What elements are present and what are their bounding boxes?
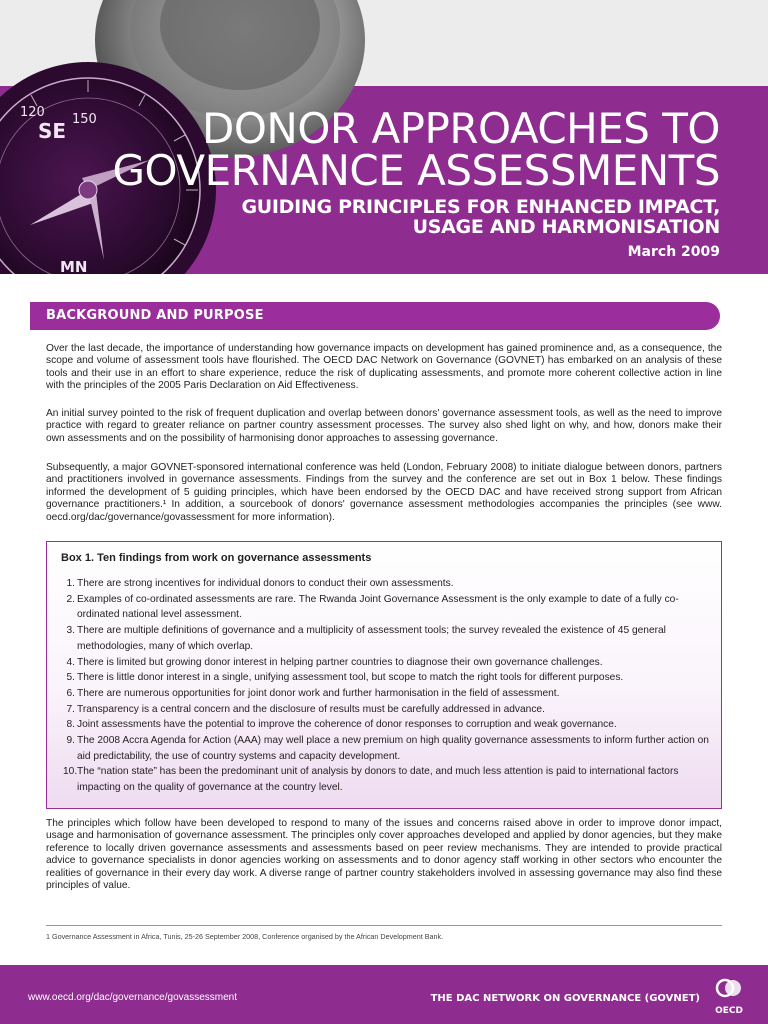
item-number: 10.	[63, 766, 78, 778]
item-text: Examples of co-ordinated assessments are rare. The Rwanda Joint Governance Assessment is the only example to date of a fully co-ordinated national level assessment.	[77, 593, 679, 621]
list-item	[63, 670, 713, 686]
list-item	[63, 733, 713, 764]
title-line: DONOR APPROACHES TO	[202, 104, 720, 153]
item-text: There is little donor interest in a single, unifying assessment tool, but scope to match the right tools for different purposes.	[77, 672, 624, 684]
list-item	[63, 764, 713, 795]
item-number: 9.	[66, 735, 75, 747]
footnote: 1 Governance Assessment in Africa, Tunis, 25-26 September 2008, Conference organised by the African Development Bank.	[46, 932, 444, 941]
section-heading-bar	[30, 302, 720, 330]
list-item	[63, 655, 713, 671]
item-number: 8.	[66, 719, 75, 731]
document-title	[112, 104, 720, 195]
paragraph: The principles which follow have been developed to respond to many of the issues and concerns raised above in order to improve donor impact, usage and harmonisation of governance assessment. The principles only cover approaches developed and applied by donor agencies, but they make reference to locally driven governance assessments and assessments based on peer review mechanisms. They are intended to provide practical advice to governance specialists in donor agencies working on assessments and to donor agency staff working in other sectors who encounter the realities of governance in their every day work. A diverse range of partner country stakeholders involved in assessing governance may also find these principles of value.	[46, 818, 722, 892]
list-item	[63, 702, 713, 718]
footer-network-name: THE DAC NETWORK ON GOVERNANCE (GOVNET)	[430, 993, 700, 1004]
item-text: The 2008 Accra Agenda for Action (AAA) may well place a new premium on high quality governance assessments to inform further action on aid predictability, the use of country systems and capacity development.	[77, 735, 709, 762]
box-title: Box 1. Ten findings from work on governance assessments	[61, 552, 372, 564]
list-item	[63, 576, 713, 592]
item-number: 2.	[66, 593, 75, 605]
section-heading: BACKGROUND AND PURPOSE	[46, 308, 264, 323]
findings-box	[46, 541, 722, 809]
subtitle-line: GUIDING PRINCIPLES FOR ENHANCED IMPACT,	[241, 196, 720, 218]
compass-label: MN	[60, 258, 88, 274]
item-text: Joint assessments have the potential to improve the coherence of donor responses to corruption and weak governance.	[77, 719, 617, 731]
compass-label: 150	[72, 112, 97, 127]
paragraph: An initial survey pointed to the risk of frequent duplication and overlap between donors' governance assessment tools, as well as the need to improve practice with regard to greater reliance on partner country assessment processes. The survey also shed light on why, and how, donors make their own assessments and on the possibility of harmonising donor approaches to assessing governance.	[46, 408, 722, 444]
item-text: Transparency is a central concern and the disclosure of results must be carefully addressed in advance.	[77, 703, 545, 715]
oecd-logo-icon	[714, 975, 744, 1019]
list-item	[63, 592, 713, 623]
item-text: The “nation state” has been the predominant unit of analysis by donors to date, and much less attention is paid to international factors impacting on the quality of governance at the country level.	[77, 766, 679, 794]
item-number: 4.	[66, 656, 75, 668]
item-text: There is limited but growing donor interest in helping partner countries to diagnose their own governance challenges.	[77, 656, 603, 668]
footnote-divider	[46, 925, 722, 926]
document-subtitle	[241, 197, 720, 237]
item-number: 5.	[66, 672, 75, 684]
item-text: There are strong incentives for individual donors to conduct their own assessments.	[77, 578, 454, 589]
item-number: 7.	[66, 703, 75, 715]
item-number: 3.	[66, 625, 75, 637]
publication-date: March 2009	[627, 244, 720, 260]
footer-url-link[interactable]: www.oecd.org/dac/governance/govassessment	[28, 992, 238, 1003]
compass-label: 120	[20, 105, 45, 120]
subtitle-line: USAGE AND HARMONISATION	[412, 216, 720, 238]
paragraph: Subsequently, a major GOVNET-sponsored international conference was held (London, February 2008) to initiate dialogue between donors, partners and practitioners involved in governance assessments. Findings from the survey and the conference are set out in Box 1 below. These findings informed the development of 5 guiding principles, which have been endorsed by the OECD DAC and have received strong support from African governance practitioners.¹ In addition, a sourcebook of donors' governance assessment methodologies accompanies the principles (see www. oecd.org/dac/governance/govassessment for more information).	[46, 462, 722, 523]
item-number: 1.	[66, 578, 75, 589]
list-item	[63, 623, 713, 654]
findings-list	[63, 576, 713, 796]
paragraph: Over the last decade, the importance of understanding how governance impacts on development has gained prominence and, as a consequence, the scope and volume of assessment tools have flourished. The OECD DAC Network on Governance (GOVNET) has embarked on an analysis of these tools and their use in an effort to share experience, reduce the risk of duplicating assessments, and promote more coherent collective action in line with the principles of the 2005 Paris Declaration on Aid Effectiveness.	[46, 343, 722, 392]
oecd-logo-text: OECD	[715, 1006, 743, 1016]
footer-bar	[0, 965, 768, 1024]
list-item	[63, 686, 713, 702]
title-line: GOVERNANCE ASSESSMENTS	[112, 146, 720, 195]
item-text: There are multiple definitions of governance and a multiplicity of assessment tools; the survey revealed the existence of 45 general methodologies, many of which overlap.	[77, 625, 666, 652]
compass-label: SE	[38, 119, 67, 143]
list-item	[63, 717, 713, 733]
item-text: There are numerous opportunities for joint donor work and further harmonisation in the field of assessment.	[77, 687, 560, 699]
item-number: 6.	[66, 687, 75, 699]
